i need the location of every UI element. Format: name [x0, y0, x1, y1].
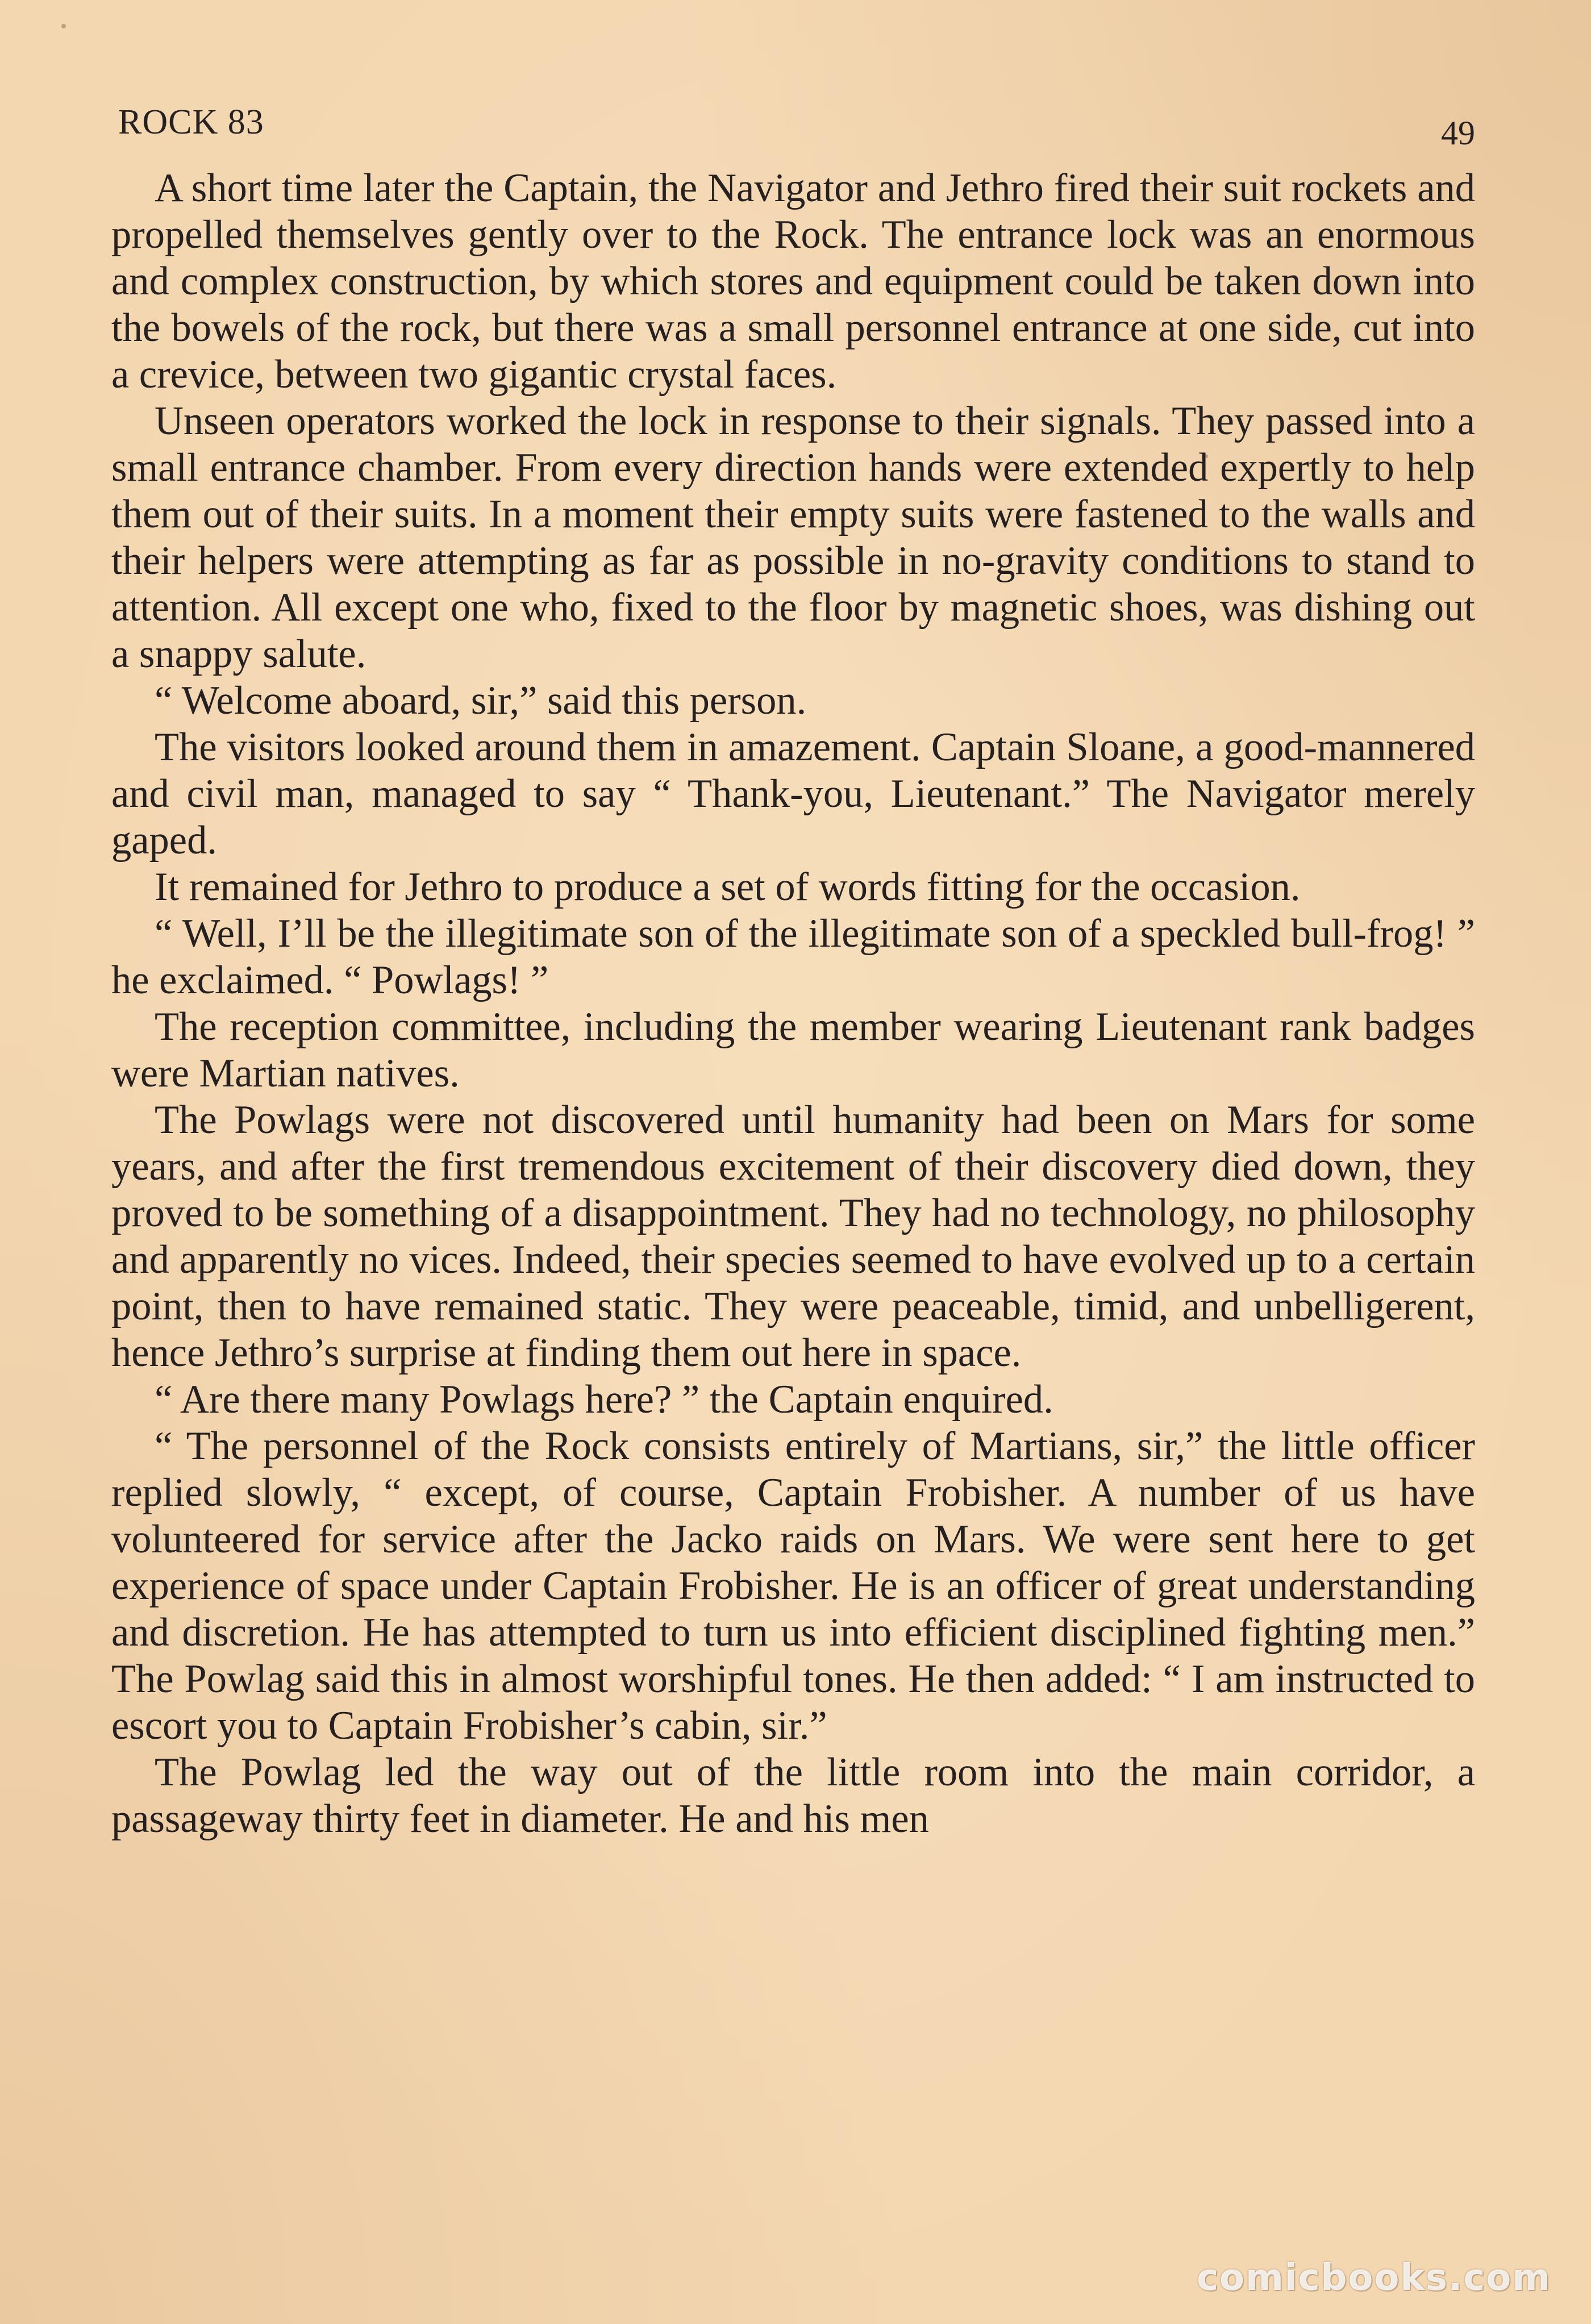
running-head	[111, 97, 1475, 165]
paragraph: The Powlag led the way out of the little room into the main corridor, a passageway thirty feet in diameter. He and his men	[111, 1750, 1475, 1841]
watermark: comicbooks.com	[1197, 2257, 1551, 2299]
paragraph: It remained for Jethro to produce a set of words fitting for the occasion.	[155, 865, 1301, 909]
book-page	[111, 97, 1475, 2222]
body-text	[111, 165, 1475, 1842]
paragraph: The reception committee, including the member wearing Lieutenant rank badges were Martian natives.	[111, 1005, 1475, 1096]
paragraph: “ Welcome aboard, sir,” said this person.	[155, 678, 807, 723]
paper-speck	[61, 24, 66, 28]
paragraph: The Powlags were not discovered until humanity had been on Mars for some years, and after the first tremendous excitement of their discovery died down, they proved to be something of a disappointment. They had no technology, no philosophy and apparently no vices. Indeed, their species seemed to have evolved up to a certain point, then to have remained static. They were peaceable, timid, and unbelligerent, hence Jethro’s surprise at finding them out here in space.	[111, 1098, 1475, 1375]
paragraph: “ The personnel of the Rock consists entirely of Martians, sir,” the little officer replied slowly, “ except, of course, Captain Frobisher. A number of us have volunteered for service after the Jacko raids on Mars. We were sent here to get experience of space under Captain Frobisher. He is an officer of great understanding and discretion. He has attempted to turn us into efficient disciplined fighting men.” The Powlag said this in almost worshipful tones. He then added: “ I am instructed to escort you to Captain Frobisher’s cabin, sir.”	[111, 1424, 1475, 1748]
paragraph: “ Are there many Powlags here? ” the Captain enquired.	[155, 1377, 1053, 1422]
paper-speck	[1205, 455, 1208, 458]
chapter-title: ROCK 83	[118, 103, 264, 141]
paragraph: A short time later the Captain, the Navigator and Jethro fired their suit rockets and propelled themselves gently over to the Rock. The entrance lock was an enormous and complex construction, by which stores and equipment could be taken down into the bowels of the rock, but there was a small personnel entrance at one side, cut into a crevice, between two gigantic crystal faces.	[111, 166, 1475, 397]
paragraph: “ Well, I’ll be the illegitimate son of the illegitimate son of a speckled bull-frog! ” he exclaimed. “ Powlags! ”	[111, 911, 1475, 1002]
paragraph: The visitors looked around them in amazement. Captain Sloane, a good-mannered and civil man, managed to say “ Thank-you, Lieutenant.” The Navigator merely gaped.	[111, 725, 1475, 863]
page-number: 49	[1441, 114, 1475, 152]
paragraph: Unseen operators worked the lock in response to their signals. They passed into a small entrance chamber. From every direction hands were extended expertly to help them out of their suits. In a moment their empty suits were fastened to the walls and their helpers were attempting as far as possible in no-gravity conditions to stand to attention. All except one who, fixed to the floor by magnetic shoes, was dishing out a snappy salute.	[111, 399, 1475, 676]
